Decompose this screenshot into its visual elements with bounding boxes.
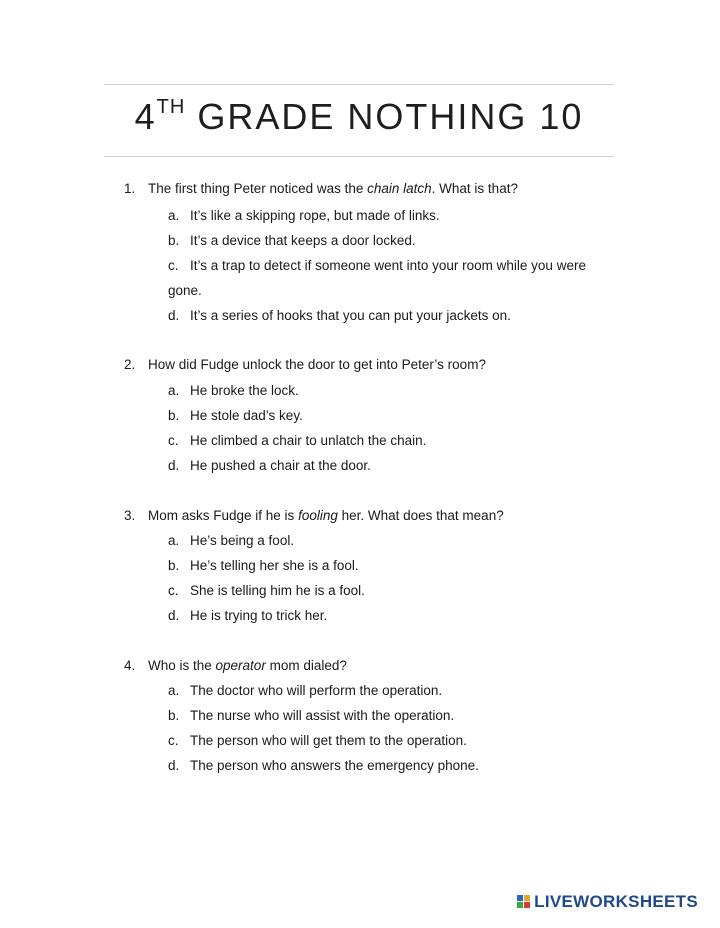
question-3 <box>124 507 604 525</box>
option-2b[interactable]: b. He stole dad’s key. <box>168 408 303 423</box>
option-3c[interactable]: c. She is telling him he is a fool. <box>168 583 365 598</box>
option-3b[interactable]: b. He’s telling her she is a fool. <box>168 558 359 573</box>
option-1c[interactable]: c. It’s a trap to detect if someone went into your room while you were gone. <box>168 258 586 298</box>
question-2 <box>124 356 604 374</box>
liveworksheets-footer[interactable] <box>517 892 698 912</box>
liveworksheets-logo-icon <box>517 895 531 909</box>
question-1 <box>124 180 604 198</box>
option-4d[interactable]: d. The person who answers the emergency phone. <box>168 758 479 773</box>
option-3d[interactable]: d. He is trying to trick her. <box>168 608 328 623</box>
option-1d[interactable]: d. It’s a series of hooks that you can put your jackets on. <box>168 308 511 323</box>
option-3a[interactable]: a. He’s being a fool. <box>168 533 295 548</box>
question-number: 2. <box>124 357 136 372</box>
question-text: Who is the operator mom dialed? <box>148 658 347 673</box>
option-1a[interactable]: a. It’s like a skipping rope, but made of links. <box>168 208 440 223</box>
brand-name: LIVEWORKSHEETS <box>534 892 698 911</box>
option-4c[interactable]: c. The person who will get them to the operation. <box>168 733 467 748</box>
question-text: The first thing Peter noticed was the chain latch. What is that? <box>148 181 518 196</box>
question-number: 4. <box>124 658 136 673</box>
question-4 <box>124 657 604 675</box>
question-number: 3. <box>124 508 136 523</box>
option-2d[interactable]: d. He pushed a chair at the door. <box>168 458 371 473</box>
option-4a[interactable]: a. The doctor who will perform the operation. <box>168 683 443 698</box>
option-1b[interactable]: b. It’s a device that keeps a door locked. <box>168 233 416 248</box>
option-4b[interactable]: b. The nurse who will assist with the operation. <box>168 708 455 723</box>
question-text: Mom asks Fudge if he is fooling her. What does that mean? <box>148 508 504 523</box>
page-title: 4TH GRADE NOTHING 10 <box>134 96 584 137</box>
option-2c[interactable]: c. He climbed a chair to unlatch the chain. <box>168 433 427 448</box>
question-number: 1. <box>124 181 136 196</box>
option-2a[interactable]: a. He broke the lock. <box>168 383 299 398</box>
question-text: How did Fudge unlock the door to get into Peter’s room? <box>148 357 486 372</box>
